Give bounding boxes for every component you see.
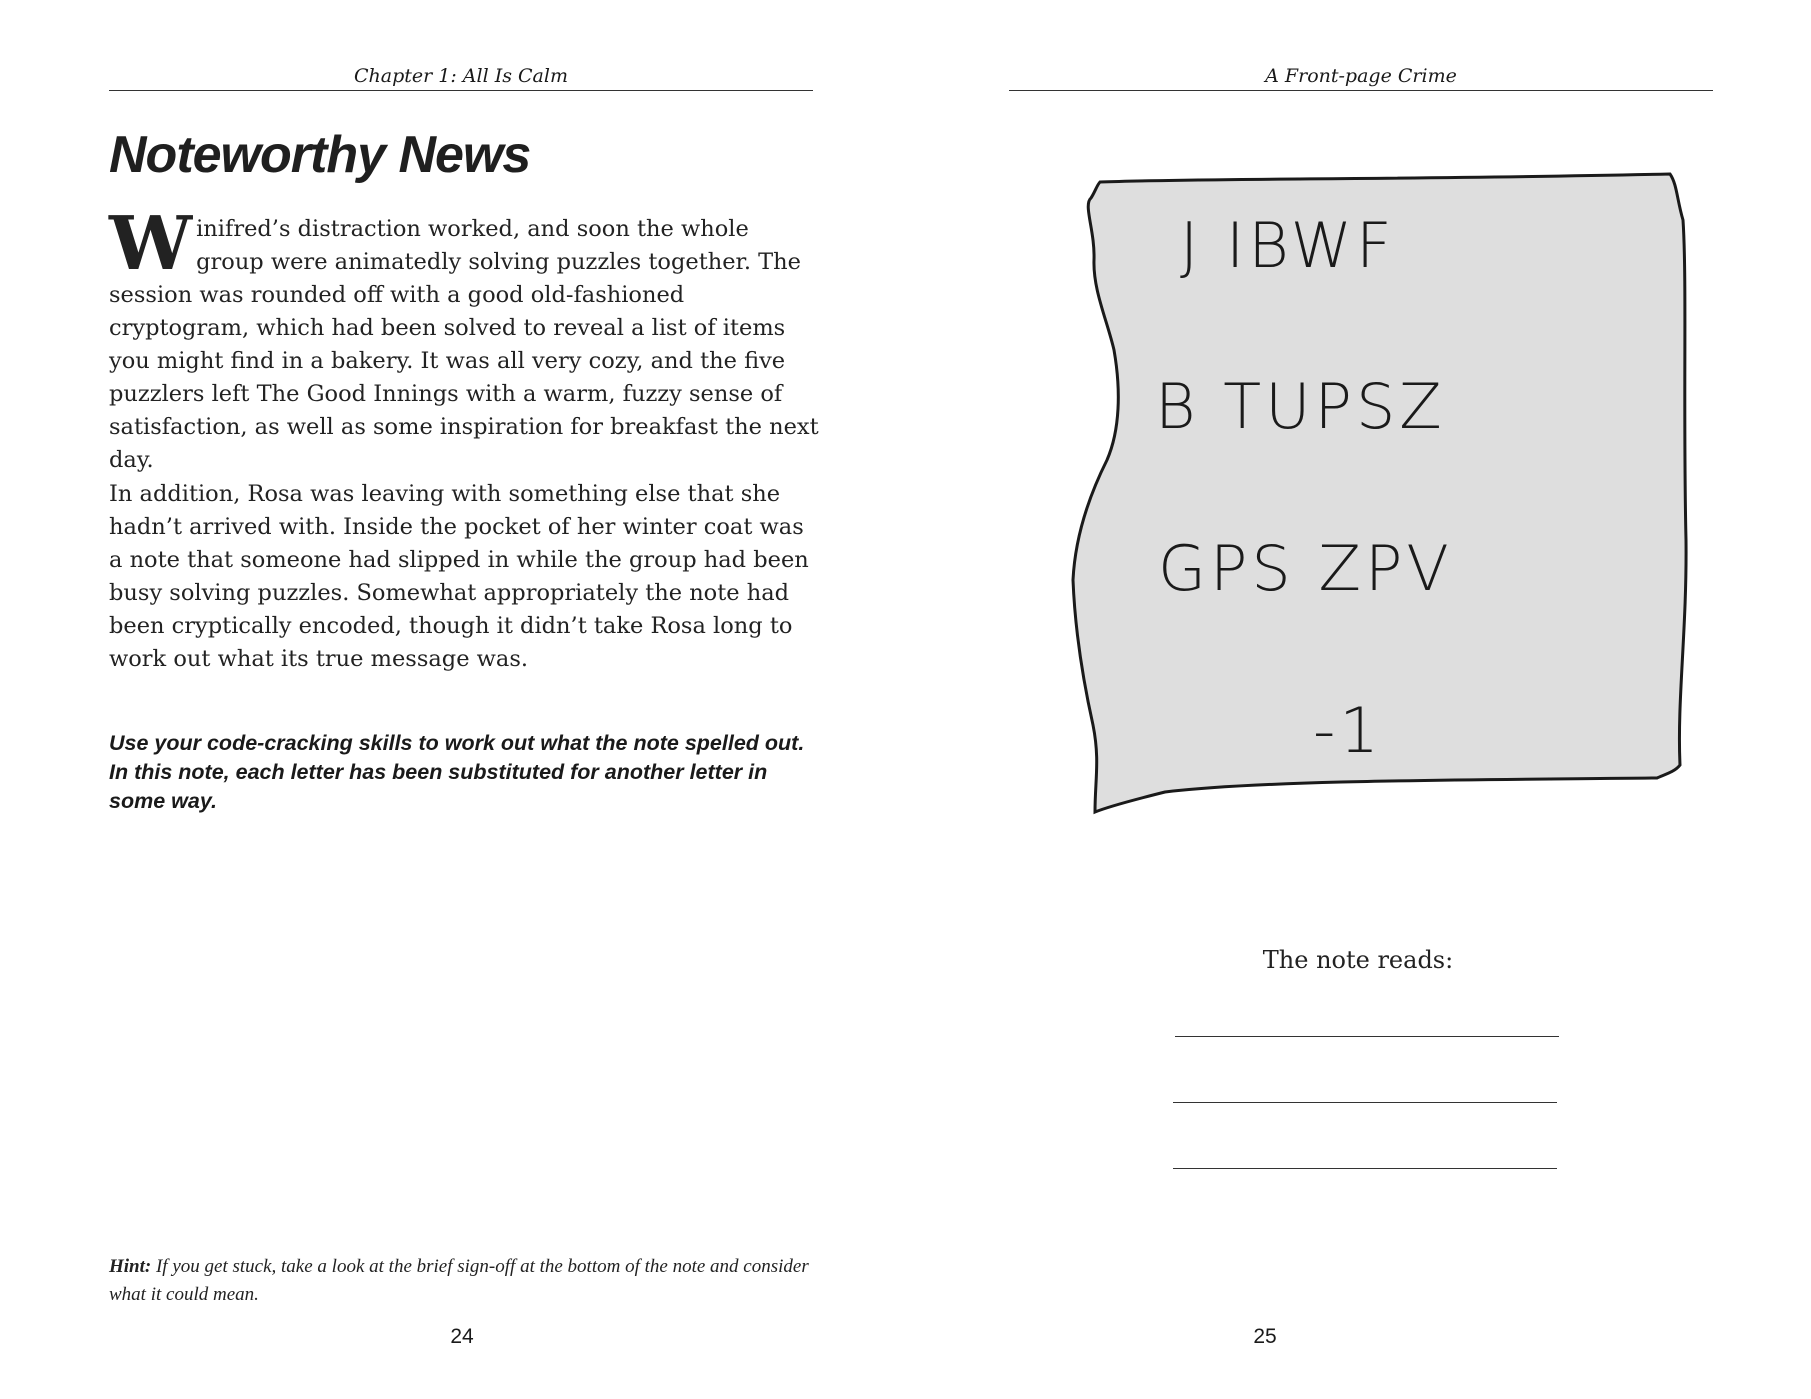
coded-note — [905, 160, 1811, 880]
right-page — [905, 0, 1811, 1399]
answer-label: The note reads: — [1262, 946, 1454, 974]
puzzle-instruction: Use your code-cracking skills to work out what the note spelled out. In this note, each letter has been substituted for another letter in some way. — [109, 731, 805, 813]
hint-label: Hint: — [109, 1256, 152, 1277]
left-page — [0, 0, 905, 1399]
page-number-left: 24 — [450, 1325, 474, 1348]
note-line-3: GPS ZPV — [1158, 532, 1453, 605]
body-paragraph-2: In addition, Rosa was leaving with something else that she hadn’t arrived with. Inside the pocket of her winter coat was a note that someone had slipped in while the group had been busy solving puzzles. Somewhat appropriately the note had been cryptically encoded, though it didn’t take Rosa long to work out what its true message was. — [109, 481, 809, 672]
page-number-right: 25 — [1253, 1325, 1277, 1348]
answer-line-2[interactable] — [1173, 1102, 1557, 1103]
hint — [109, 1253, 821, 1309]
page-title: Noteworthy News — [109, 126, 531, 184]
note-line-2: B TUPSZ — [1155, 370, 1446, 443]
running-head-left: Chapter 1: All Is Calm — [109, 66, 813, 91]
note-line-1: J IBWF — [1180, 209, 1396, 282]
answer-line-3[interactable] — [1173, 1168, 1557, 1169]
paragraph-1-text: inifred’s distraction worked, and soon the whole group were animatedly solving puzzles together. The session was rounded off with a good old-fashioned cryptogram, which had been solved to reveal a list of items you might find in a bakery. It was all very cozy, and the five puzzlers left The Good Innings with a warm, fuzzy sense of satisfaction, as well as some inspiration for breakfast the next day. — [109, 216, 819, 473]
hint-text: If you get stuck, take a look at the brief sign-off at the bottom of the note and consider what it could mean. — [109, 1256, 809, 1305]
drop-cap: W — [109, 201, 193, 287]
note-signoff: -1 — [1313, 694, 1383, 767]
running-head-right: A Front-page Crime — [1009, 66, 1713, 91]
answer-line-1[interactable] — [1175, 1036, 1559, 1037]
body-paragraph-1 — [109, 201, 821, 477]
